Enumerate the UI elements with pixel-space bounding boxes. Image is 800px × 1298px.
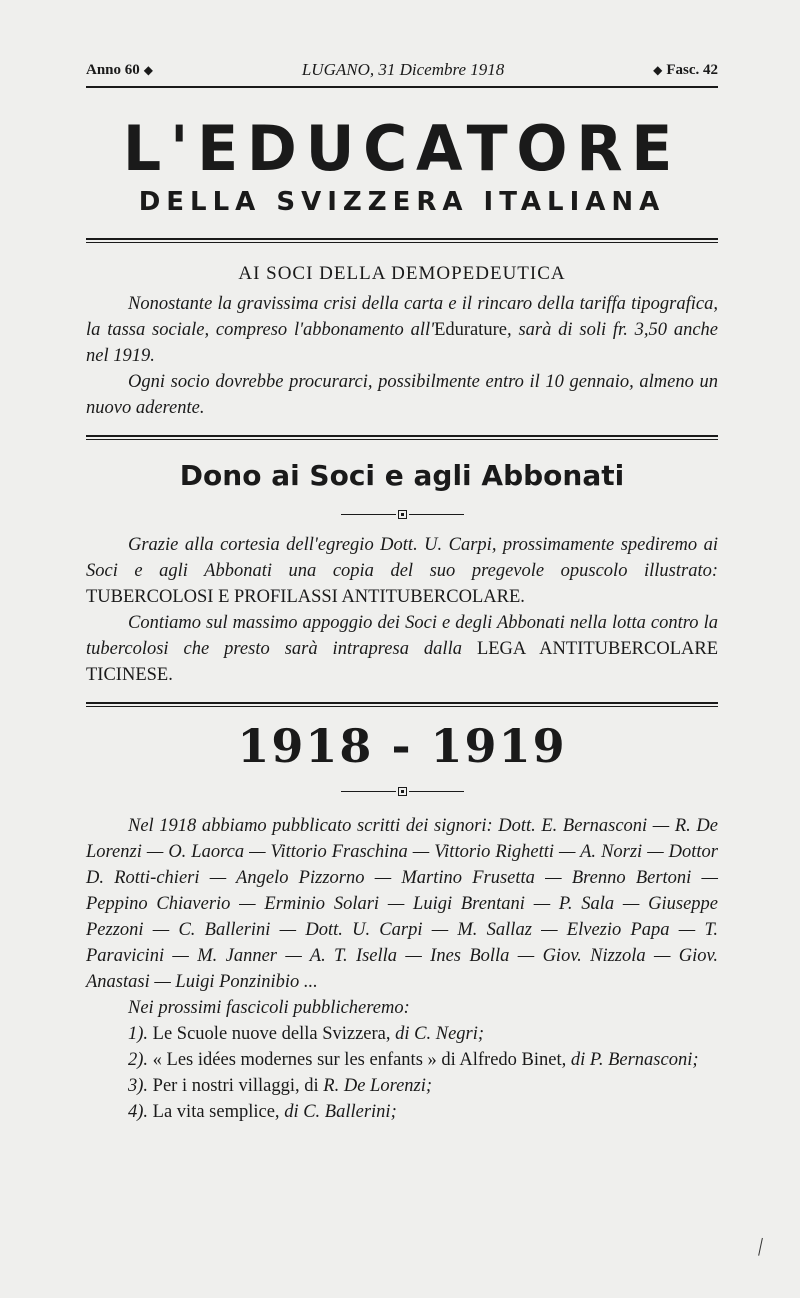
- years-section: [86, 717, 718, 1125]
- list-item: 2). « Les idées modernes sur les enfants » di Alfredo Binet, di P. Bernasconi;: [128, 1050, 699, 1070]
- issue-label: ◆ Fasc. 42: [653, 61, 718, 78]
- notice-paragraph: Nonostante la gravissima crisi della carta e il rincaro della tariffa tipografica, la tassa sociale, compreso l'abbonamento all'Edurature, sarà di soli fr. 3,50 anche nel 1919.: [86, 294, 719, 366]
- dono-paragraph-2: Contiamo sul massimo appoggio dei Soci e degli Abbonati nella lotta contro la tubercolosi che presto sarà intrapresa dalla LEGA ANTITUBERCOLARE TICINESE.: [86, 613, 719, 685]
- dono-section: [86, 456, 718, 688]
- list-item: 4). La vita semplice, di C. Ballerini;: [128, 1102, 397, 1122]
- masthead-title: L'EDUCATORE: [122, 112, 682, 185]
- notice-heading: AI SOCI DELLA DEMOPEDEUTICA: [238, 263, 566, 284]
- place-date: LUGANO, 31 Dicembre 1918: [301, 60, 505, 79]
- diamond-icon: ◆: [143, 62, 154, 77]
- masthead-subtitle: DELLA SVIZZERA ITALIANA: [138, 187, 666, 217]
- list-item: 1). Le Scuole nuove della Svizzera, di C. Negri;: [128, 1024, 485, 1044]
- header-line: [86, 58, 718, 82]
- authors-paragraph: Nel 1918 abbiamo pubblicato scritti dei signori: Dott. E. Bernasconi — R. De Lorenzi — O. Laorca — Vittorio Fraschina — Vittorio Righetti — A. Norzi — Dottor D. Rotti-chieri — Angelo Pizzorno — Martino Frusetta — Brenno Bertoni — Peppino Chiaverio — Erminio Solari — Luigi Brentani — P. Sala — Giuseppe Pezzoni — C. Ballerini — Dott. U. Carpi — M. Sallaz — Elvezio Papa — T. Paravicini — M. Janner — A. T. Isella — Ines Bolla — Giov. Nizzola — Giov. Anastasi — Luigi Ponzinibio ...: [86, 816, 718, 992]
- ornament-divider: [86, 783, 718, 799]
- diamond-icon: ◆: [653, 62, 663, 77]
- notice-section: [86, 263, 718, 421]
- ornament-divider: [86, 506, 718, 522]
- journal-page: [86, 58, 718, 1125]
- masthead-rule: [86, 238, 718, 243]
- header-rule: [86, 86, 718, 88]
- forthcoming-list: [86, 1021, 718, 1125]
- masthead: [86, 114, 718, 218]
- list-item: 3). Per i nostri villaggi, di R. De Lorenzi;: [128, 1076, 433, 1096]
- dono-heading: Dono ai Soci e agli Abbonati: [179, 459, 625, 492]
- dono-paragraph: Grazie alla cortesia dell'egregio Dott. U. Carpi, prossimamente spediremo ai Soci e agli Abbonati una copia del suo pregevole opuscolo illustrato: TUBERCOLOSI E PROFILASSI ANTITUBERCOLARE.: [86, 535, 718, 607]
- years-heading: 1918 - 1919: [237, 719, 567, 773]
- margin-mark: [758, 1238, 765, 1256]
- notice-paragraph-2: Ogni socio dovrebbe procurarci, possibilmente entro il 10 gennaio, almeno un nuovo aderente.: [86, 372, 718, 418]
- section-rule: [86, 435, 718, 440]
- volume-label: Anno 60 ◆: [86, 61, 154, 78]
- forthcoming-intro: Nei prossimi fascicoli pubblicheremo:: [128, 998, 410, 1018]
- section-rule: [86, 702, 718, 707]
